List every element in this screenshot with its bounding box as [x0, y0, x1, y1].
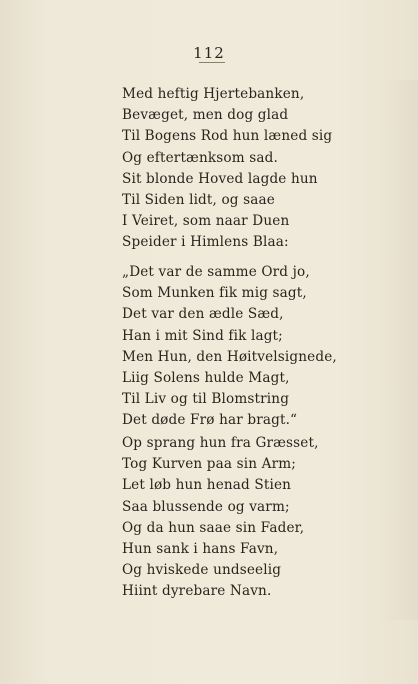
verse-line: „Det var de samme Ord jo,	[122, 264, 310, 280]
verse-line: Speider i Himlens Blaa:	[122, 234, 289, 251]
verse-line: Til Liv og til Blomstring	[122, 391, 290, 408]
verse-line: Til Bogens Rod hun læned sig	[122, 128, 333, 145]
verse-line: Som Munken fik mig sagt,	[122, 285, 307, 302]
verse-line: Og eftertænksom sad.	[122, 149, 278, 166]
show-through-shading	[378, 80, 418, 620]
verse-line: Til Siden lidt, og saae	[122, 191, 275, 208]
verse-line: Hun sank i hans Favn,	[122, 540, 279, 557]
stanza-1	[122, 84, 332, 254]
verse-line: Let løb hun henad Stien	[122, 477, 292, 494]
page-number: 112	[193, 44, 225, 62]
verse-line: I Veiret, som naar Duen	[122, 213, 290, 230]
verse-line: Og hviskede undseelig	[122, 562, 282, 579]
verse-line: Tog Kurven paa sin Arm;	[122, 456, 296, 473]
verse-line: Op sprang hun fra Græsset,	[122, 435, 319, 451]
verse-line: Bevæget, men dog glad	[122, 107, 289, 124]
verse-line: Det døde Frø har bragt.“	[122, 412, 298, 429]
verse-line: Og da hun saae sin Fader,	[122, 519, 305, 536]
verse-line: Men Hun, den Høitvelsignede,	[122, 348, 337, 365]
stanza-3	[122, 433, 319, 603]
verse-line: Han i mit Sind fik lagt;	[122, 327, 283, 344]
verse-line: Sit blonde Hoved lagde hun	[122, 170, 318, 187]
page-number-underline	[199, 62, 225, 63]
stanza-2	[122, 262, 337, 432]
verse-line: Det var den ædle Sæd,	[122, 306, 284, 323]
verse-line: Med heftig Hjertebanken,	[122, 86, 305, 102]
verse-line: Saa blussende og varm;	[122, 498, 290, 515]
verse-line: Hiint dyrebare Navn.	[122, 583, 272, 600]
verse-line: Liig Solens hulde Magt,	[122, 369, 290, 386]
